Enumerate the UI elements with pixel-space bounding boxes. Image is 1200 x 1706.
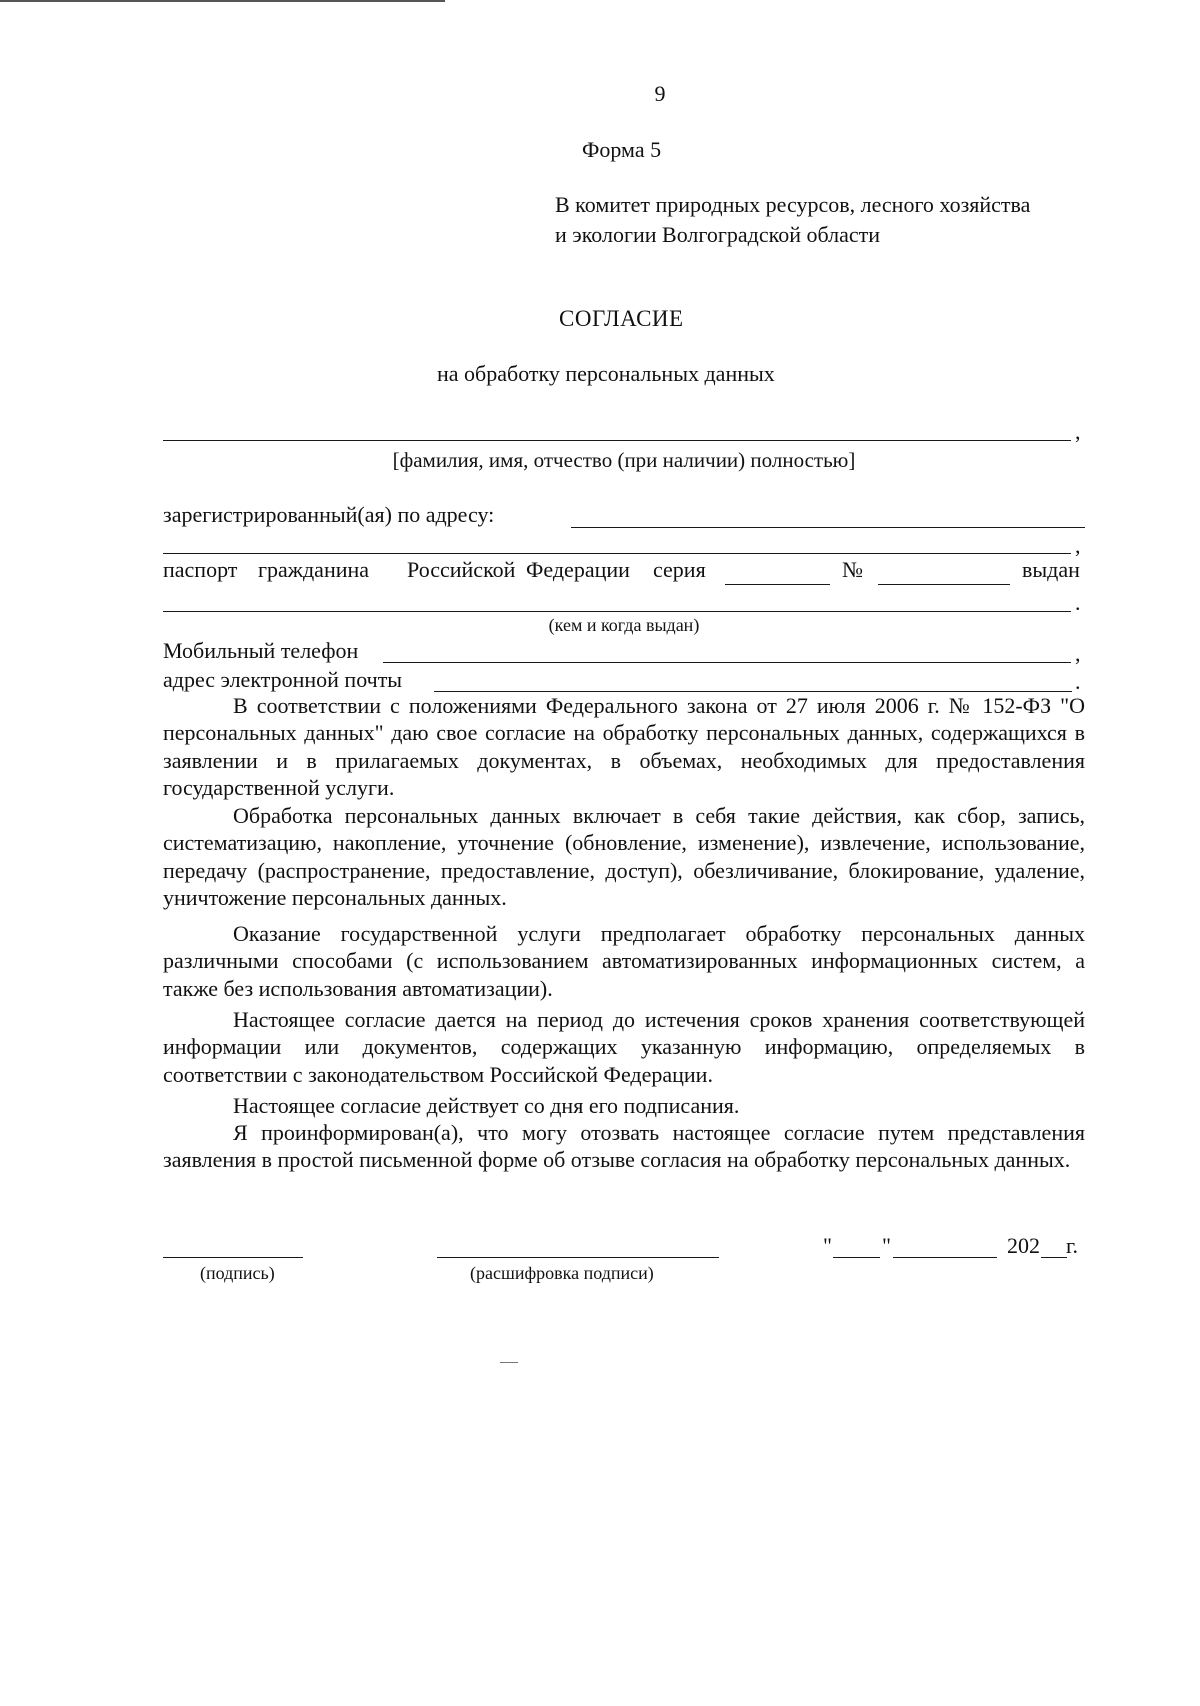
scan-edge	[0, 0, 445, 2]
decoding-caption: (расшифровка подписи)	[470, 1263, 654, 1283]
passport-number-sign: №	[842, 557, 863, 582]
passport-word-5: серия	[653, 557, 706, 582]
paragraph-law: В соответствии с положениями Федерального закона от 27 июля 2006 г. № 152-ФЗ "О персональных данных" даю свое согласие на обработку персональных данных, содержащихся в заявлении и в прилагаемых документах, в объемах, необходимых для предоставления государственной услуги.	[163, 693, 1085, 800]
date-quote-close: "	[882, 1233, 891, 1258]
passport-word-4: Федерации	[526, 557, 630, 582]
document-title: СОГЛАСИЕ	[559, 306, 684, 331]
addressee-line-2: и экологии Волгоградской области	[555, 222, 881, 247]
passport-word-2: гражданина	[258, 557, 370, 582]
paragraph-revocation: Я проинформирован(а), что могу отозвать настоящее согласие путем представления заявления в простой письменной форме об отзыве согласия на обработку персональных данных.	[163, 1120, 1085, 1173]
signature-decoding-field[interactable]	[437, 1257, 719, 1258]
fio-caption: [фамилия, имя, отчество (при наличии) полностью]	[392, 448, 856, 472]
phone-comma: ,	[1075, 641, 1081, 666]
passport-series-field[interactable]	[725, 584, 830, 585]
date-quote-open: "	[823, 1233, 832, 1258]
page-number: 9	[654, 81, 666, 106]
address-underline-1	[571, 527, 1085, 528]
fio-underline	[163, 440, 1071, 441]
issued-caption: (кем и когда выдан)	[548, 615, 700, 635]
addressee-line-1: В комитет природных ресурсов, лесного хозяйства	[555, 192, 1031, 217]
passport-word-1: паспорт	[163, 557, 238, 582]
document-subtitle: на обработку персональных данных	[437, 361, 775, 386]
date-day-field[interactable]	[833, 1257, 880, 1258]
paragraph-effective: Настоящее согласие действует со дня его подписания.	[233, 1093, 740, 1118]
date-year-suffix: г.	[1066, 1233, 1079, 1258]
signature-caption: (подпись)	[200, 1263, 275, 1283]
issued-underline	[163, 611, 1071, 612]
address-underline-2	[163, 553, 1071, 554]
email-period: .	[1075, 669, 1081, 694]
issued-period: .	[1075, 590, 1081, 615]
fio-comma: ,	[1075, 419, 1081, 444]
passport-number-field[interactable]	[878, 584, 1010, 585]
date-year-prefix: 202	[1007, 1233, 1040, 1258]
scan-mark	[500, 1362, 518, 1363]
paragraph-processing-methods: Оказание государственной услуги предполагает обработку персональных данных различными способами (с использованием автоматизированных информационных систем, а также без использования автоматизации).	[163, 921, 1085, 1001]
phone-label: Мобильный телефон	[163, 638, 359, 663]
date-year-field[interactable]	[1041, 1257, 1067, 1258]
signature-field[interactable]	[163, 1257, 303, 1258]
passport-word-3: Российской	[407, 557, 516, 582]
paragraph-validity-period: Настоящее согласие дается на период до истечения сроков хранения соответствующей информации или документов, содержащих указанную информацию, определяемых в соответствии с законодательством Российской Федерации.	[163, 1007, 1085, 1087]
form-label: Форма 5	[582, 137, 662, 162]
date-month-field[interactable]	[893, 1257, 997, 1258]
passport-issued: выдан	[1022, 557, 1080, 582]
address-comma: ,	[1075, 533, 1081, 558]
address-label: зарегистрированный(ая) по адресу:	[163, 502, 495, 527]
email-label: адрес электронной почты	[163, 667, 403, 692]
paragraph-processing-actions: Обработка персональных данных включает в себя такие действия, как сбор, запись, систематизацию, накопление, уточнение (обновление, изменение), извлечение, использование, передачу (распространение, предоставление, доступ), обезличивание, блокирование, удаление, уничтожение персональных данных.	[163, 803, 1085, 910]
phone-field[interactable]	[383, 662, 1071, 663]
